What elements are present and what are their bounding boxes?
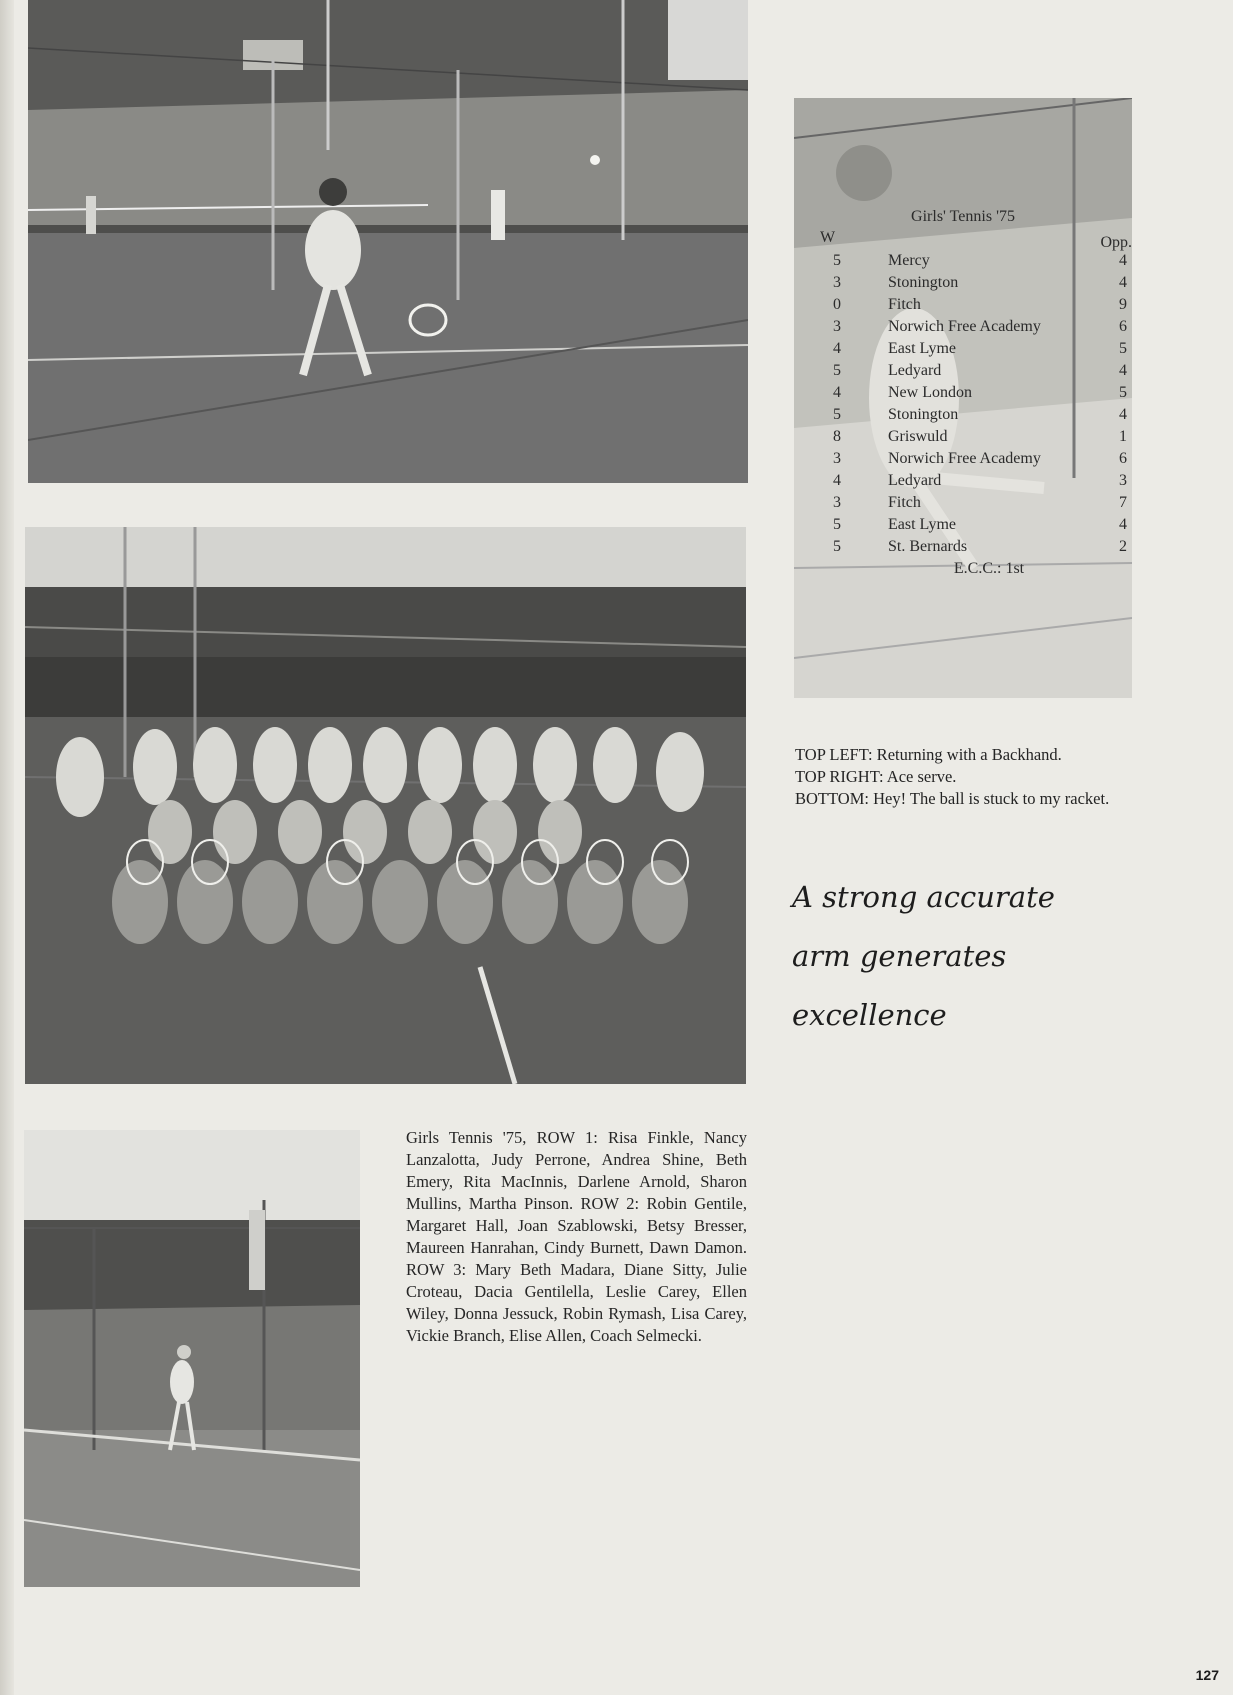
score-opp: 2 [1119, 538, 1127, 555]
score-w: 5 [833, 252, 841, 269]
score-w: 5 [833, 516, 841, 533]
score-opp: 4 [1119, 362, 1127, 379]
score-opp: 9 [1119, 296, 1127, 313]
opponent: Ledyard [888, 472, 942, 489]
score-w: 4 [833, 472, 841, 489]
opponent: Ledyard [888, 362, 942, 379]
score-opp: 5 [1119, 340, 1127, 357]
photo-ball-on-racket [24, 1130, 360, 1587]
script-slogan [792, 868, 1055, 1045]
slogan-line-2: arm generates [792, 939, 1007, 973]
schedule-row [794, 514, 1132, 536]
schedule-header-w: W [820, 229, 836, 246]
score-opp: 4 [1119, 406, 1127, 423]
score-w: 0 [833, 296, 841, 313]
opponent: Norwich Free Academy [888, 450, 1041, 467]
score-w: 5 [833, 406, 841, 423]
slogan-line-3: excellence [792, 998, 947, 1032]
caption-top-right: TOP RIGHT: Ace serve. [795, 767, 957, 786]
schedule-row [794, 294, 1132, 316]
score-w: 3 [833, 450, 841, 467]
score-w: 5 [833, 538, 841, 555]
binding-gutter [0, 0, 14, 1695]
opponent: Griswuld [888, 428, 948, 445]
score-opp: 3 [1119, 472, 1127, 489]
tennis-schedule [794, 98, 1132, 698]
score-opp: 4 [1119, 252, 1127, 269]
score-opp: 1 [1119, 428, 1127, 445]
opponent: Fitch [888, 296, 921, 313]
photo-team-group [25, 527, 746, 1084]
schedule-row [794, 382, 1132, 404]
schedule-row [794, 470, 1132, 492]
schedule-header-opp: Opp. [1100, 234, 1132, 251]
schedule-row [794, 250, 1132, 272]
page-number: 127 [1195, 1667, 1219, 1683]
score-w: 4 [833, 340, 841, 357]
score-opp: 5 [1119, 384, 1127, 401]
caption-bottom: BOTTOM: Hey! The ball is stuck to my racket. [795, 789, 1110, 808]
schedule-row [794, 448, 1132, 470]
caption-top-left: TOP LEFT: Returning with a Backhand. [795, 745, 1062, 764]
score-opp: 7 [1119, 494, 1127, 511]
opponent: Fitch [888, 494, 921, 511]
opponent: East Lyme [888, 340, 956, 357]
opponent: New London [888, 384, 972, 401]
opponent: East Lyme [888, 516, 956, 533]
opponent: St. Bernards [888, 538, 968, 555]
photo-backhand [28, 0, 748, 483]
photo-captions [795, 744, 1215, 810]
schedule-title: Girls' Tennis '75 [911, 208, 1015, 225]
score-w: 4 [833, 384, 841, 401]
score-w: 5 [833, 362, 841, 379]
opponent: Norwich Free Academy [888, 318, 1041, 335]
slogan-line-1: A strong accurate [792, 880, 1055, 914]
schedule-row [794, 316, 1132, 338]
schedule-row [794, 404, 1132, 426]
score-w: 3 [833, 274, 841, 291]
score-w: 8 [833, 428, 841, 445]
schedule-result: E.C.C.: 1st [953, 560, 1025, 577]
opponent: Stonington [888, 274, 959, 291]
score-opp: 6 [1119, 318, 1127, 335]
schedule-row [794, 492, 1132, 514]
schedule-row [794, 360, 1132, 382]
team-roster-caption: Girls Tennis '75, ROW 1: Risa Finkle, Nancy Lanzalotta, Judy Perrone, Andrea Shine, Beth Emery, Rita MacInnis, Darlene Arnold, Sharon Mullins, Martha Pinson. ROW 2: Robin Gentile, Margaret Hall, Joan Szablowski, Betsy Bresser, Maureen Hanrahan, Cindy Burnett, Dawn Damon. ROW 3: Mary Beth Madara, Diane Sitty, Julie Croteau, Dacia Gentilella, Leslie Carey, Ellen Wiley, Donna Jessuck, Robin Rymash, Lisa Carey, Vickie Branch, Elise Allen, Coach Selmecki. [406, 1128, 747, 1345]
schedule-row [794, 272, 1132, 294]
score-opp: 4 [1119, 516, 1127, 533]
score-w: 3 [833, 494, 841, 511]
score-opp: 4 [1119, 274, 1127, 291]
opponent: Stonington [888, 406, 959, 423]
opponent: Mercy [888, 252, 930, 269]
score-opp: 6 [1119, 450, 1127, 467]
schedule-row [794, 338, 1132, 360]
schedule-row [794, 536, 1132, 558]
schedule-row [794, 426, 1132, 448]
score-w: 3 [833, 318, 841, 335]
schedule-rows [794, 250, 1132, 558]
